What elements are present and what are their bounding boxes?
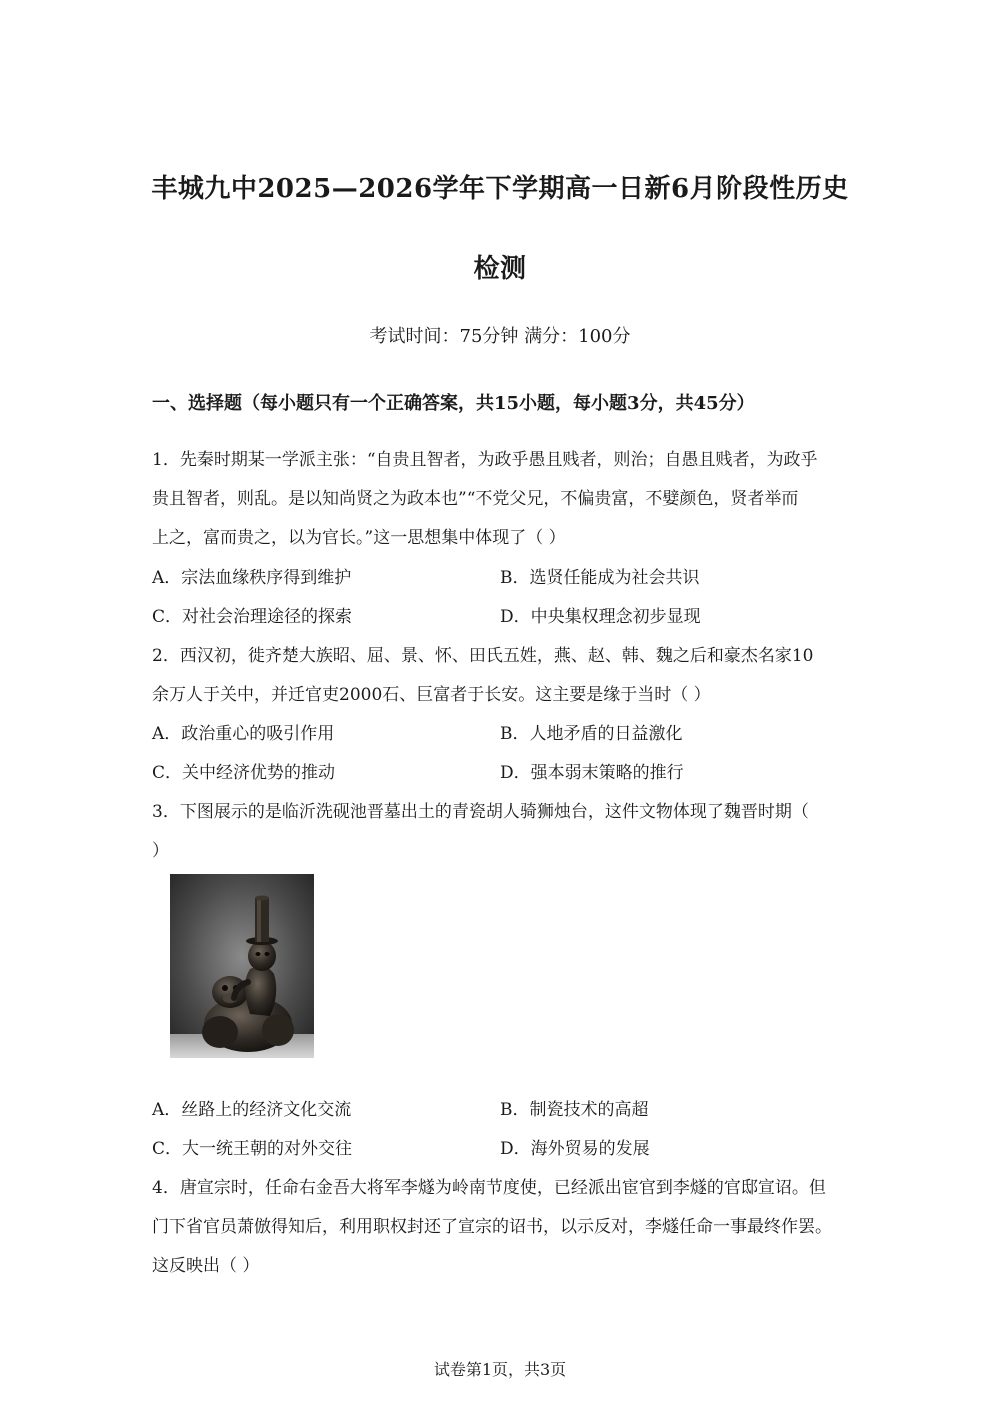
exam-title-line-1: 丰城九中2025—2026学年下学期高一日新6月阶段性历史: [151, 174, 849, 204]
q2-option-c: C．关中经济优势的推动: [152, 763, 336, 783]
exam-info: 考试时间：75分钟 满分：100分: [369, 326, 631, 347]
q3-line-1: 3．下图展示的是临沂洗砚池晋墓出土的青瓷胡人骑狮烛台，这件文物体现了魏晋时期（: [152, 802, 809, 822]
q2-option-b: B．人地矛盾的日益激化: [500, 724, 683, 744]
q1-line-1: 1．先秦时期某一学派主张：“自贵且智者，为政乎愚且贱者，则治；自愚且贱者，为政乎: [152, 450, 818, 470]
q3-option-b: B．制瓷技术的高超: [500, 1100, 649, 1120]
q1-line-3: 上之，富而贵之，以为官长。”这一思想集中体现了（ ）: [152, 528, 566, 548]
q2-line-1: 2．西汉初，徙齐楚大族昭、屈、景、怀、田氏五姓，燕、赵、韩、魏之后和豪杰名家10: [152, 646, 814, 666]
q2-option-a: A．政治重心的吸引作用: [152, 724, 335, 744]
q1-line-2: 贵且智者，则乱。是以知尚贤之为政本也”“不党父兄，不偏贵富，不嬖颜色，贤者举而: [152, 489, 799, 509]
q4-line-2: 门下省官员萧倣得知后，利用职权封还了宣宗的诏书，以示反对，李燧任命一事最终作罢。: [152, 1217, 832, 1237]
q1-option-b: B．选贤任能成为社会共识: [500, 568, 700, 588]
page-footer: 试卷第1页，共3页: [433, 1360, 567, 1379]
q3-option-d: D．海外贸易的发展: [500, 1139, 650, 1159]
q3-line-2: ）: [152, 841, 169, 861]
celadon-candlestick-photo: [170, 874, 314, 1058]
q1-option-a: A．宗法血缘秩序得到维护: [152, 568, 352, 588]
q1-option-d: D．中央集权理念初步显现: [500, 607, 701, 627]
section-heading: 一、选择题（每小题只有一个正确答案，共15小题，每小题3分，共45分）: [152, 393, 755, 414]
q4-line-1: 4．唐宣宗时，任命右金吾大将军李燧为岭南节度使，已经派出宦官到李燧的官邸宣诏。但: [152, 1178, 826, 1198]
q4-line-3: 这反映出（ ）: [152, 1256, 260, 1276]
q2-line-2: 余万人于关中，并迁官吏2000石、巨富者于长安。这主要是缘于当时（ ）: [152, 685, 711, 705]
q3-option-c: C．大一统王朝的对外交往: [152, 1139, 353, 1159]
q3-option-a: A．丝路上的经济文化交流: [152, 1100, 352, 1120]
q1-option-c: C．对社会治理途径的探索: [152, 607, 353, 627]
q2-option-d: D．强本弱末策略的推行: [500, 763, 684, 783]
exam-title-line-2: 检测: [473, 254, 527, 284]
